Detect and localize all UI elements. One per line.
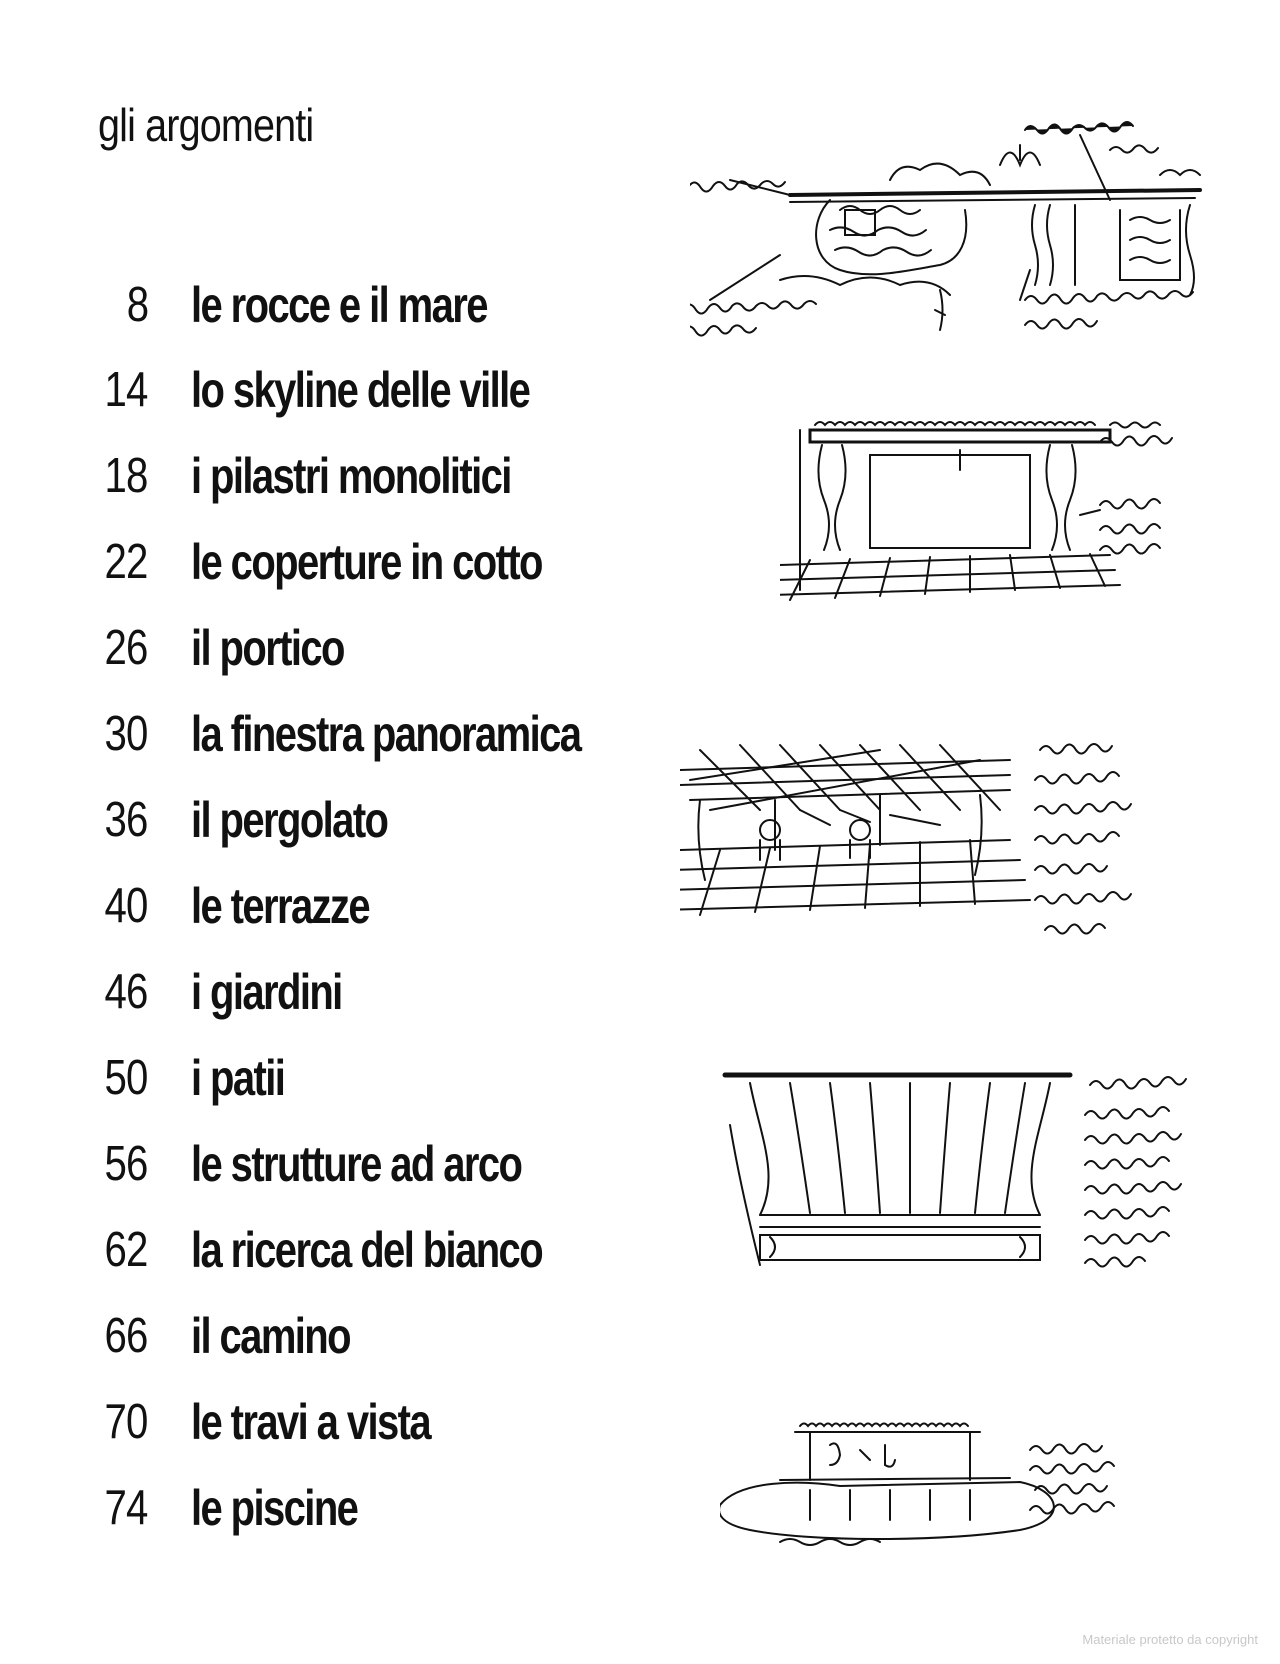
toc-title: le terrazze	[191, 878, 370, 934]
pool-sketch	[720, 1420, 1250, 1550]
toc-entry[interactable]	[0, 527, 700, 597]
toc-page-number: 46	[104, 965, 148, 1019]
toc-title: i giardini	[191, 964, 342, 1020]
toc-page-number: 70	[104, 1395, 148, 1449]
toc-title: le piscine	[191, 1480, 358, 1536]
toc-title: le rocce e il mare	[191, 277, 487, 333]
toc-entry[interactable]	[0, 1129, 700, 1199]
toc-page-number: 56	[104, 1137, 148, 1191]
toc-entry[interactable]	[0, 1473, 700, 1543]
toc-title: il camino	[191, 1308, 350, 1364]
toc-title: lo skyline delle ville	[191, 362, 530, 418]
toc-entry[interactable]	[0, 355, 700, 425]
toc-entry[interactable]	[0, 270, 700, 340]
toc-title: il pergolato	[191, 792, 388, 848]
toc-entry[interactable]	[0, 957, 700, 1027]
toc-entry[interactable]	[0, 785, 700, 855]
toc-title: la finestra panoramica	[191, 706, 581, 762]
toc-entry[interactable]	[0, 441, 700, 511]
toc-title: le strutture ad arco	[191, 1136, 522, 1192]
toc-entry[interactable]	[0, 1387, 700, 1457]
toc-page-number: 62	[104, 1223, 148, 1277]
toc-title: la ricerca del bianco	[191, 1222, 543, 1278]
toc-entry[interactable]	[0, 1215, 700, 1285]
copyright-notice: Materiale protetto da copyright	[1082, 1632, 1258, 1647]
toc-page-number: 50	[104, 1051, 148, 1105]
toc-page-number: 14	[104, 363, 148, 417]
toc-title: le travi a vista	[191, 1394, 431, 1450]
toc-page-number: 26	[104, 621, 148, 675]
arch-structure-sketch	[720, 1065, 1260, 1285]
toc-title: i patii	[191, 1050, 285, 1106]
toc-page-number: 30	[104, 707, 148, 761]
rock-house-sketch	[690, 120, 1260, 360]
toc-entry[interactable]	[0, 1301, 700, 1371]
pergola-sketch	[680, 740, 1260, 970]
toc-page-number: 36	[104, 793, 148, 847]
toc-entry[interactable]	[0, 871, 700, 941]
toc-page-number: 40	[104, 879, 148, 933]
toc-page-number: 74	[104, 1481, 148, 1535]
toc-title: il portico	[191, 620, 344, 676]
toc-page-number: 8	[126, 278, 148, 332]
toc-title: i pilastri monolitici	[191, 448, 511, 504]
toc-page-number: 18	[104, 449, 148, 503]
toc-page-number: 22	[104, 535, 148, 589]
page-heading: gli argomenti	[98, 99, 314, 151]
pillars-sketch	[780, 420, 1250, 610]
toc-page-number: 66	[104, 1309, 148, 1363]
toc-entry[interactable]	[0, 1043, 700, 1113]
toc-entry[interactable]	[0, 613, 700, 683]
toc-title: le coperture in cotto	[191, 534, 542, 590]
toc-entry[interactable]	[0, 699, 700, 769]
